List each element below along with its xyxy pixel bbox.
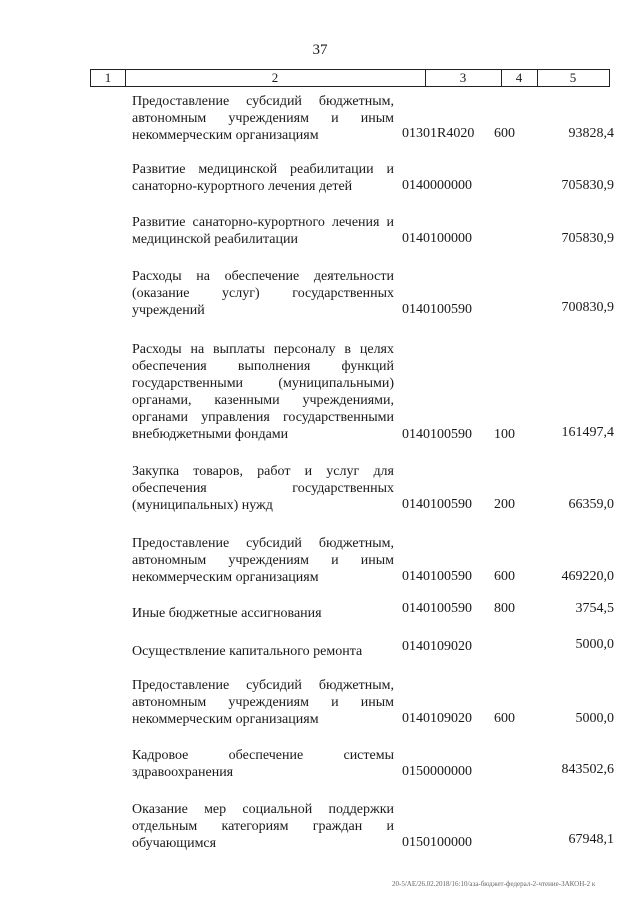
row-vr: 200 (494, 497, 515, 512)
row-name: Предоставление субсидий бюджетным, автономным учреждениям и иным некоммерческим организациям (132, 94, 394, 143)
row-sum: 843502,6 (561, 762, 614, 777)
row-code: 0140100590 (402, 569, 472, 584)
row-vr: 100 (494, 427, 515, 442)
row-name: Кадровое обеспечение системы здравоохранения (132, 748, 394, 780)
row-name: Иные бюджетные ассигнования (132, 606, 322, 621)
row-code: 0140100590 (402, 302, 472, 317)
row-sum: 93828,4 (568, 126, 614, 141)
row-sum: 5000,0 (575, 711, 614, 726)
row-name: Развитие медицинской реабилитации и санаторно-курортного лечения детей (132, 162, 394, 194)
row-sum: 161497,4 (561, 425, 614, 440)
row-name: Оказание мер социальной поддержки отдельным категориям граждан и обучающимся (132, 802, 394, 851)
header-col-5: 5 (569, 70, 577, 85)
row-name: Расходы на обеспечение деятельности (оказание услуг) государственных учреждений (132, 269, 394, 318)
header-col-3: 3 (425, 70, 502, 86)
header-col-4: 4 (501, 70, 538, 86)
row-vr: 600 (494, 569, 515, 584)
page-number: 37 (312, 42, 328, 58)
row-sum: 5000,0 (575, 637, 614, 652)
row-vr: 600 (494, 126, 515, 141)
row-name: Развитие санаторно-курортного лечения и медицинской реабилитации (132, 215, 394, 247)
row-name: Осуществление капитального ремонта (132, 644, 363, 659)
row-sum: 66359,0 (568, 497, 614, 512)
row-code: 01301R4020 (402, 126, 475, 141)
row-name: Предоставление субсидий бюджетным, автономным учреждениям и иным некоммерческим организациям (132, 678, 394, 727)
row-code: 0140100590 (402, 427, 472, 442)
row-name: Закупка товаров, работ и услуг для обеспечения государственных (муниципальных) нужд (132, 464, 394, 513)
row-sum: 67948,1 (568, 832, 614, 847)
row-name: Предоставление субсидий бюджетным, автономным учреждениям и иным некоммерческим организациям (132, 536, 394, 585)
row-code: 0140109020 (402, 639, 472, 654)
row-code: 0140100590 (402, 601, 472, 616)
header-col-2: 2 (125, 70, 426, 86)
row-sum: 700830,9 (561, 300, 614, 315)
row-vr: 600 (494, 711, 515, 726)
row-vr: 800 (494, 601, 515, 616)
table-header (90, 69, 610, 87)
row-sum: 705830,9 (561, 231, 614, 246)
row-code: 0150100000 (402, 835, 472, 850)
row-code: 0140100590 (402, 497, 472, 512)
row-code: 0140109020 (402, 711, 472, 726)
footer-file-path: 20-5/AE/26.02.2018/16:10/аза-бюджет-федерал-2-чтение-ЗАКОН-2 к (392, 880, 596, 888)
row-sum: 469220,0 (561, 569, 614, 584)
row-code: 0140100000 (402, 231, 472, 246)
row-code: 0150000000 (402, 764, 472, 779)
row-name: Расходы на выплаты персоналу в целях обеспечения выполнения функций государственными (муниципальными) органами, казенными учреждениями, органами управления государственными внебюджетными фондами (132, 342, 394, 442)
header-col-1: 1 (91, 70, 126, 86)
row-sum: 3754,5 (575, 601, 614, 616)
row-sum: 705830,9 (561, 178, 614, 193)
row-code: 0140000000 (402, 178, 472, 193)
